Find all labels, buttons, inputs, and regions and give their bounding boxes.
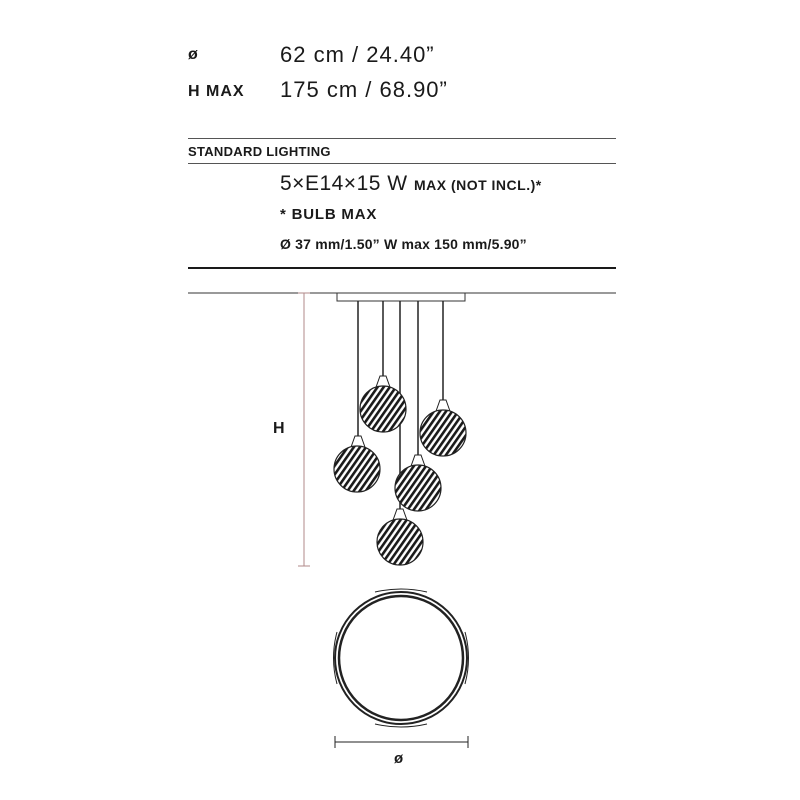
bulb-max-note: MAX (NOT INCL.)* xyxy=(413,177,542,193)
bulb-dimensions: Ø 37 mm/1.50” W max 150 mm/5.90” xyxy=(280,236,527,252)
diameter-symbol: ø xyxy=(188,46,199,63)
pendant-globe xyxy=(420,400,466,456)
pendant-globe xyxy=(377,509,423,565)
pendant-globe xyxy=(360,376,406,432)
ceiling-canopy xyxy=(337,293,465,301)
height-max-label: H MAX xyxy=(188,83,245,100)
pendant-globe xyxy=(395,455,441,511)
height-dimension-label: H xyxy=(273,420,285,437)
bulb-footnote: * BULB MAX xyxy=(280,206,378,223)
pendant-globe xyxy=(334,436,380,492)
standard-lighting-heading: STANDARD LIGHTING xyxy=(188,144,331,159)
height-dimension-line xyxy=(298,293,310,566)
height-max-value: 175 cm / 68.90” xyxy=(280,77,448,102)
bulb-main-spec: 5×E14×15 W xyxy=(280,172,408,195)
canopy-plan-view xyxy=(334,589,469,727)
diameter-value: 62 cm / 24.40” xyxy=(280,42,435,67)
diameter-dimension-label: ø xyxy=(394,750,404,767)
diameter-dimension-line xyxy=(335,736,468,748)
